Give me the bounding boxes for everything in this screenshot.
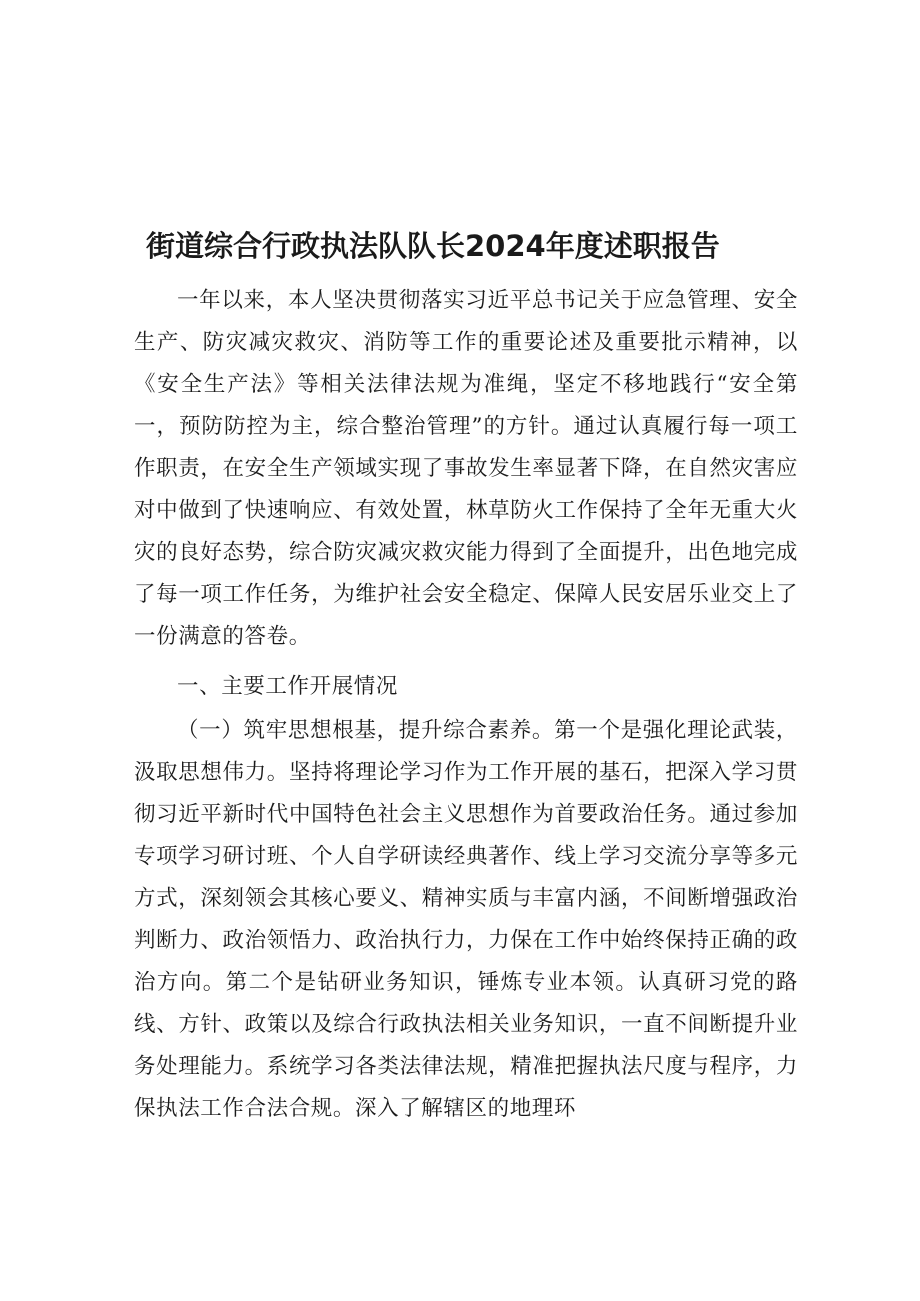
section-heading: 一、主要工作开展情况 <box>177 674 399 699</box>
intro-paragraph: 一年以来，本人坚决贯彻落实习近平总书记关于应急管理、安全生产、防灾减灾救灾、消防等工作的重要论述及重要批示精神，以《安全生产法》等相关法律法规为准绳，坚定不移地践行“安全第一，预防防控为主，综合整治管理”的方针。通过认真履行每一项工作职责，在安全生产领域实现了事故发生率显著下降，在自然灾害应对中做到了快速响应、有效处置，林草防火工作保持了全年无重大火灾的良好态势，综合防灾减灾救灾能力得到了全面提升，出色地完成了每一项工作任务，为维护社会安全稳定、保障人民安居乐业交上了一份满意的答卷。 <box>134 288 798 649</box>
subsection-paragraph: （一）筑牢思想根基，提升综合素养。第一个是强化理论武装，汲取思想伟力。坚持将理论学习作为工作开展的基石，把深入学习贯彻习近平新时代中国特色社会主义思想作为首要政治任务。通过参加专项学习研讨班、个人自学研读经典著作、线上学习交流分享等多元方式，深刻领会其核心要义、精神实质与丰富内涵，不间断增强政治判断力、政治领悟力、政治执行力，力保在工作中始终保持正确的政治方向。第二个是钻研业务知识，锤炼专业本领。认真研习党的路线、方针、政策以及综合行政执法相关业务知识，一直不间断提升业务处理能力。系统学习各类法律法规，精准把握执法尺度与程序，力保执法工作合法合规。深入了解辖区的地理环 <box>134 718 798 1121</box>
document-title: 街道综合行政执法队队长2024年度述职报告 <box>146 229 720 263</box>
